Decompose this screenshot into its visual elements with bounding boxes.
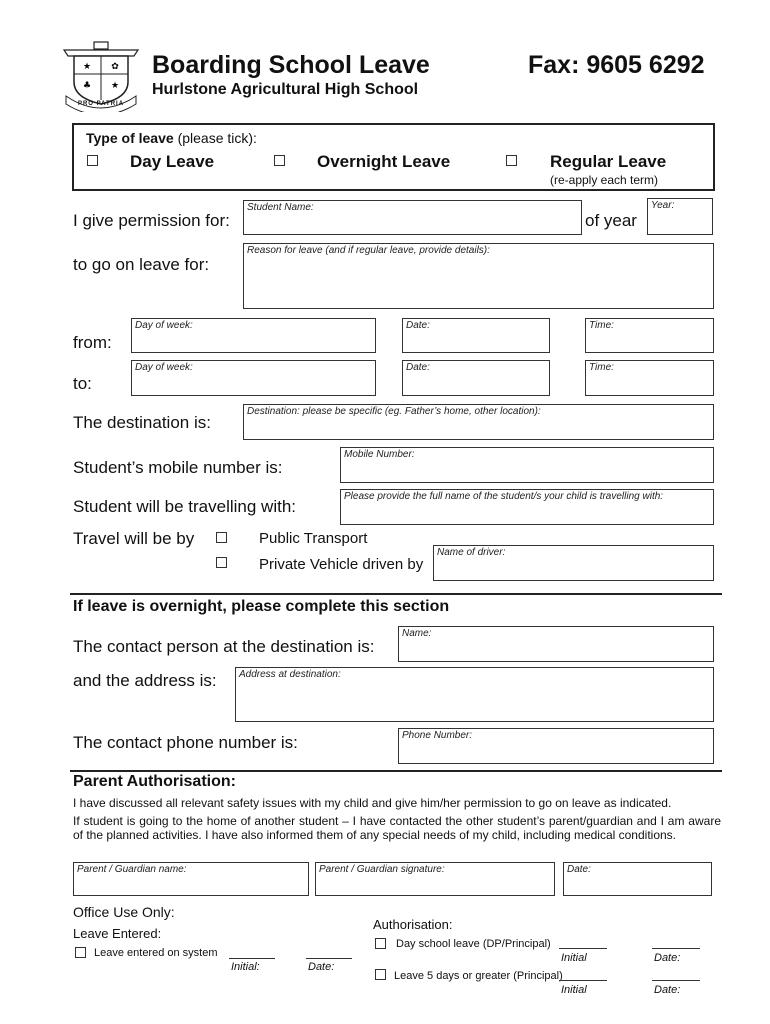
reason-field[interactable] (243, 243, 714, 309)
contact-phone-field[interactable] (398, 728, 714, 764)
from-date-field[interactable] (402, 318, 550, 353)
public-transport-checkbox[interactable] (216, 532, 227, 543)
leave-5-days-checkbox[interactable] (375, 969, 386, 980)
parent-heading: Parent Authorisation: (73, 773, 236, 790)
destination-field[interactable] (243, 404, 714, 440)
year-caption: Year: (651, 200, 675, 211)
contact-phone-caption: Phone Number: (402, 730, 473, 741)
authorisation-label: Authorisation: (373, 917, 453, 932)
overnight-leave-checkbox[interactable] (274, 155, 285, 166)
contact-person-label: The contact person at the destination is: (73, 637, 375, 656)
leave-5-days-label: Leave 5 days or greater (Principal) (394, 970, 563, 982)
from-day-field[interactable] (131, 318, 376, 353)
fax-number: Fax: 9605 6292 (528, 51, 705, 79)
day-school-initial-label: Initial (561, 952, 587, 964)
school-name: Hurlstone Agricultural High School (152, 81, 419, 98)
to-date-field[interactable] (402, 360, 550, 396)
of-year-label: of year (585, 211, 637, 230)
svg-text:★: ★ (82, 62, 92, 72)
leave-entered-label: Leave Entered: (73, 926, 162, 941)
from-time-field[interactable] (585, 318, 714, 353)
from-date-caption: Date: (406, 320, 430, 331)
leave-type-label-note: (please tick): (177, 130, 257, 146)
crest-motto: PRO PATRIA (77, 101, 125, 107)
office-heading: Office Use Only: (73, 904, 175, 920)
regular-leave-checkbox[interactable] (506, 155, 517, 166)
from-day-caption: Day of week: (135, 320, 193, 331)
leave-entered-system-label: Leave entered on system (94, 947, 218, 959)
address-label: and the address is: (73, 671, 217, 690)
contact-phone-label: The contact phone number is: (73, 733, 298, 752)
guardian-name-field[interactable] (73, 862, 309, 896)
permission-label: I give permission for: (73, 211, 230, 230)
entered-initial-label: Initial: (231, 961, 260, 973)
contact-name-field[interactable] (398, 626, 714, 662)
to-date-caption: Date: (406, 362, 430, 373)
leave-5-days-date-label: Date: (654, 984, 681, 996)
address-caption: Address at destination: (239, 669, 341, 680)
mobile-field[interactable] (340, 447, 714, 483)
student-name-field[interactable] (243, 200, 582, 235)
day-school-leave-checkbox[interactable] (375, 938, 386, 949)
overnight-heading: If leave is overnight, please complete this section (73, 598, 450, 615)
entered-initial-line[interactable] (229, 958, 275, 959)
year-field[interactable] (647, 198, 713, 235)
travelling-with-label: Student will be travelling with: (73, 497, 297, 516)
svg-text:★: ★ (110, 81, 120, 91)
entered-date-line[interactable] (306, 958, 352, 959)
reason-caption: Reason for leave (and if regular leave, provide details): (247, 245, 490, 256)
guardian-signature-field[interactable] (315, 862, 555, 896)
overnight-leave-label: Overnight Leave (317, 152, 451, 171)
to-time-caption: Time: (589, 362, 614, 373)
leave-5-days-initial-line[interactable] (559, 980, 607, 981)
leave-5-days-date-line[interactable] (652, 980, 700, 981)
travel-label: Travel will be by (73, 529, 195, 548)
parent-statement-2: If student is going to the home of another student – I have contacted the other student’s parent/guardian and I am aware of the planned activities. I have also informed them of any special needs of my child, including medical conditions. (73, 814, 721, 842)
public-transport-label: Public Transport (259, 530, 368, 547)
parent-divider (70, 770, 722, 772)
reason-label: to go on leave for: (73, 255, 210, 274)
driver-name-caption: Name of driver: (437, 547, 506, 558)
travelling-with-caption: Please provide the full name of the student/s your child is travelling with: (344, 491, 664, 502)
regular-leave-label: Regular Leave (550, 152, 667, 171)
guardian-date-caption: Date: (567, 864, 591, 875)
private-vehicle-label: Private Vehicle driven by (259, 556, 424, 573)
entered-date-label: Date: (308, 961, 335, 973)
from-time-caption: Time: (589, 320, 614, 331)
mobile-caption: Mobile Number: (344, 449, 415, 460)
day-school-date-line[interactable] (652, 948, 700, 949)
guardian-name-caption: Parent / Guardian name: (77, 864, 187, 875)
day-school-leave-label: Day school leave (DP/Principal) (396, 938, 551, 950)
leave-5-days-initial-label: Initial (561, 984, 587, 996)
to-time-field[interactable] (585, 360, 714, 396)
svg-text:✿: ✿ (111, 62, 119, 72)
svg-text:♣: ♣ (82, 81, 92, 91)
private-vehicle-checkbox[interactable] (216, 557, 227, 568)
to-label: to: (73, 374, 92, 393)
leave-type-label (86, 130, 257, 146)
school-crest (60, 40, 142, 112)
page-title: Boarding School Leave (152, 51, 430, 79)
parent-statement-1: I have discussed all relevant safety issues with my child and give him/her permission to go on leave as indicated. (73, 796, 672, 810)
leave-entered-checkbox[interactable] (75, 947, 86, 958)
day-school-initial-line[interactable] (559, 948, 607, 949)
contact-name-caption: Name: (402, 628, 432, 639)
to-day-caption: Day of week: (135, 362, 193, 373)
from-label: from: (73, 333, 112, 352)
day-leave-checkbox[interactable] (87, 155, 98, 166)
regular-leave-note: (re-apply each term) (550, 173, 659, 187)
guardian-signature-caption: Parent / Guardian signature: (319, 864, 445, 875)
mobile-label: Student’s mobile number is: (73, 458, 283, 477)
day-leave-label: Day Leave (130, 152, 215, 171)
driver-name-field[interactable] (433, 545, 714, 581)
student-name-caption: Student Name: (247, 202, 314, 213)
destination-caption: Destination: please be specific (eg. Father’s home, other location): (247, 406, 541, 417)
destination-label: The destination is: (73, 413, 211, 432)
day-school-date-label: Date: (654, 952, 681, 964)
address-field[interactable] (235, 667, 714, 722)
overnight-divider (70, 593, 722, 595)
to-day-field[interactable] (131, 360, 376, 396)
travelling-with-field[interactable] (340, 489, 714, 525)
leave-type-label-bold: Type of leave (86, 130, 174, 146)
guardian-date-field[interactable] (563, 862, 712, 896)
